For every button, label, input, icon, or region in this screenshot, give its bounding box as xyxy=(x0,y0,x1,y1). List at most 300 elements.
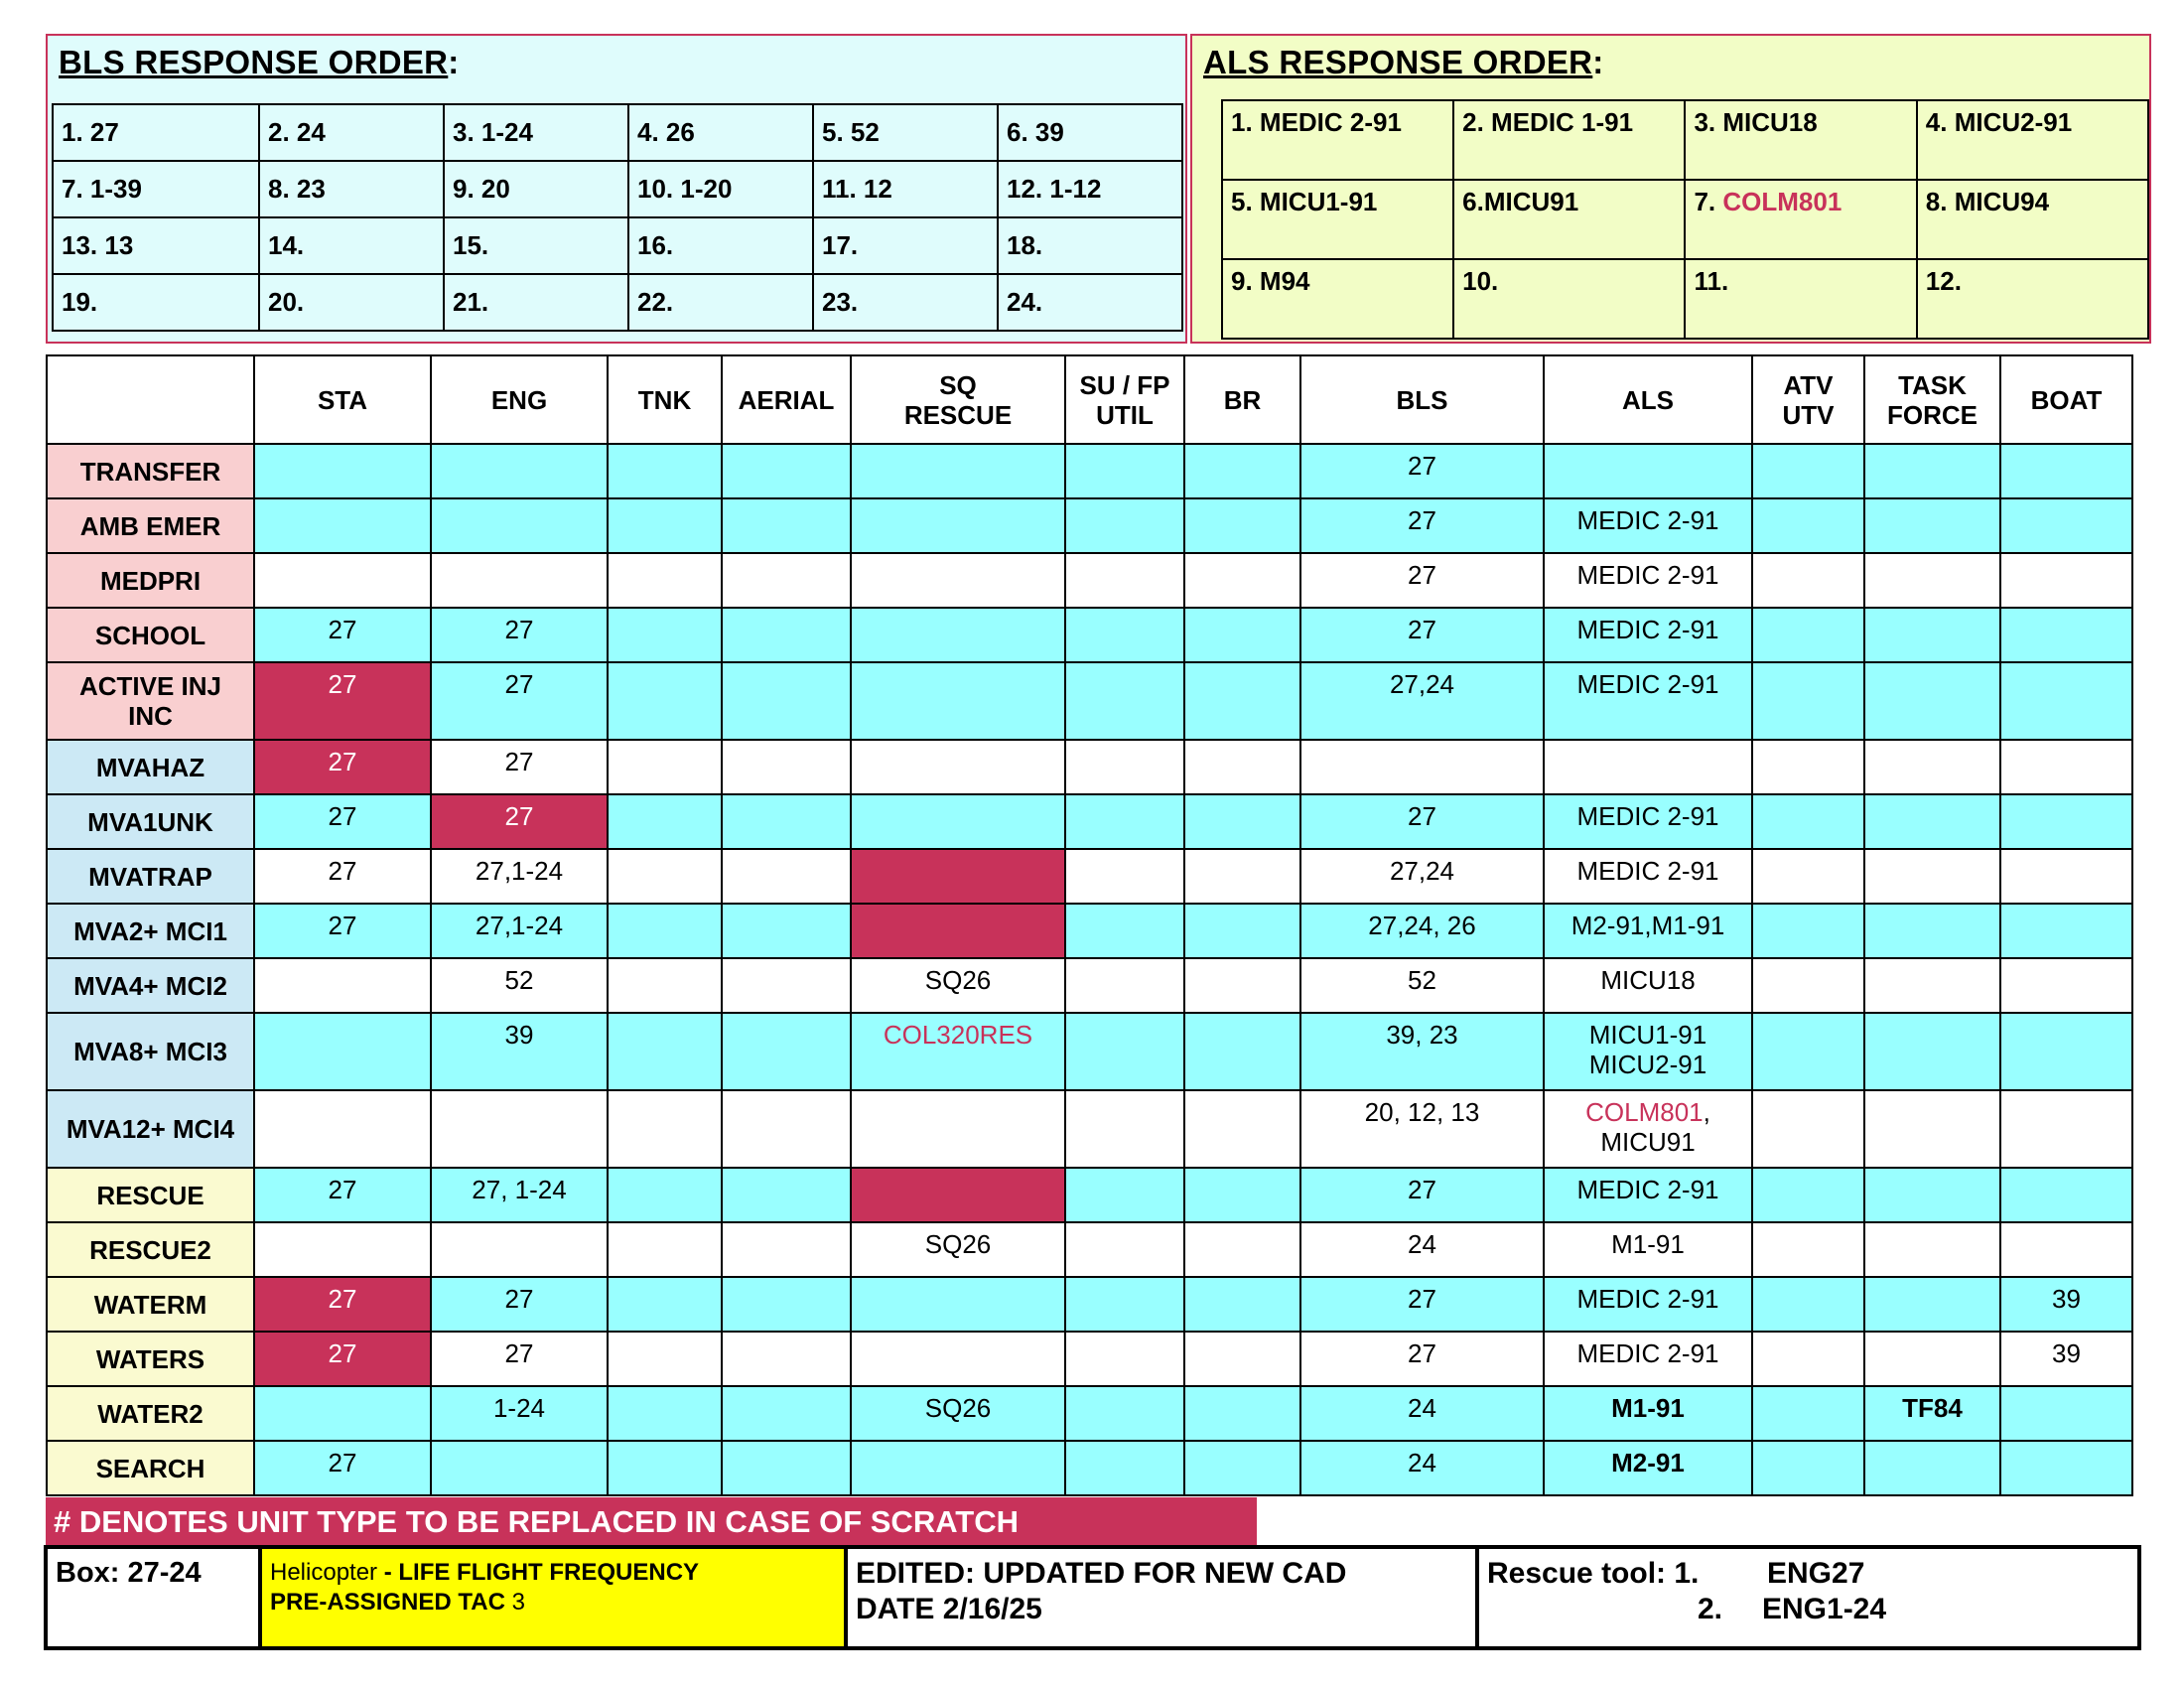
table-cell: 27 xyxy=(254,794,431,849)
table-cell xyxy=(851,740,1065,794)
table-cell xyxy=(722,553,851,608)
als-order-item xyxy=(1222,259,1453,339)
rescue-tool-num-2: 2. xyxy=(1698,1593,1723,1625)
table-cell xyxy=(1864,1277,2000,1332)
column-header: STA xyxy=(254,355,431,444)
call-type-label: MVA1UNK xyxy=(47,794,254,849)
table-cell xyxy=(722,662,851,740)
table-cell xyxy=(608,1332,722,1386)
table-cell xyxy=(1752,498,1864,553)
als-order-label: 7. xyxy=(1694,187,1723,216)
table-cell: 27 xyxy=(1300,608,1544,662)
table-cell xyxy=(1864,553,2000,608)
table-cell xyxy=(608,1013,722,1090)
table-cell xyxy=(1184,1441,1300,1495)
call-type-label: ACTIVE INJ INC xyxy=(47,662,254,740)
table-cell: 27 xyxy=(254,849,431,904)
bls-order-item: 11. 12 xyxy=(813,161,998,217)
table-cell: 27,24, 26 xyxy=(1300,904,1544,958)
table-cell xyxy=(254,498,431,553)
als-title: ALS RESPONSE ORDER: xyxy=(1203,44,1604,80)
table-cell xyxy=(1065,958,1184,1013)
bls-order-item: 18. xyxy=(998,217,1182,274)
table-row xyxy=(47,1222,2132,1277)
bls-order-item: 8. 23 xyxy=(259,161,444,217)
table-cell xyxy=(1184,1168,1300,1222)
call-type-label: MVATRAP xyxy=(47,849,254,904)
table-cell xyxy=(254,444,431,498)
table-cell xyxy=(1864,662,2000,740)
als-order-label: 1. MEDIC 2-91 xyxy=(1231,107,1402,137)
table-cell xyxy=(1864,1013,2000,1090)
table-cell: TF84 xyxy=(1864,1386,2000,1441)
table-cell xyxy=(431,1090,608,1168)
table-cell xyxy=(1184,794,1300,849)
als-order-item xyxy=(1917,259,2148,339)
table-row xyxy=(47,1013,2132,1090)
table-cell xyxy=(851,794,1065,849)
table-cell: 27,24 xyxy=(1300,662,1544,740)
edited-cell xyxy=(848,1549,1479,1646)
bls-order-item: 1. 27 xyxy=(53,104,259,161)
als-order-item xyxy=(1453,180,1685,259)
table-cell xyxy=(608,904,722,958)
bls-row xyxy=(53,274,1182,331)
helicopter-line: Helicopter - LIFE FLIGHT FREQUENCY xyxy=(270,1559,700,1586)
table-cell xyxy=(431,1441,608,1495)
table-cell: 24 xyxy=(1300,1386,1544,1441)
table-cell: MEDIC 2-91 xyxy=(1544,1277,1752,1332)
call-type-label: AMB EMER xyxy=(47,498,254,553)
rescue-tool-label: Rescue tool: 1. xyxy=(1487,1557,1700,1590)
table-row xyxy=(47,1441,2132,1495)
call-type-label: TRANSFER xyxy=(47,444,254,498)
column-header: BR xyxy=(1184,355,1300,444)
table-cell xyxy=(608,740,722,794)
table-row xyxy=(47,1386,2132,1441)
bls-order-item: 24. xyxy=(998,274,1182,331)
table-cell: MEDIC 2-91 xyxy=(1544,553,1752,608)
table-cell xyxy=(1544,740,1752,794)
table-cell: MICU18 xyxy=(1544,958,1752,1013)
als-order-label: 11. xyxy=(1694,266,1729,296)
table-cell xyxy=(851,1090,1065,1168)
table-cell xyxy=(1184,553,1300,608)
bls-order-item: 20. xyxy=(259,274,444,331)
table-cell: 27 xyxy=(254,1168,431,1222)
als-order-item xyxy=(1222,180,1453,259)
table-cell xyxy=(1864,608,2000,662)
table-cell xyxy=(608,849,722,904)
table-cell: 27 xyxy=(431,740,608,794)
table-row xyxy=(47,662,2132,740)
als-order-red-unit: COLM801 xyxy=(1722,187,1843,216)
table-cell xyxy=(1065,553,1184,608)
table-cell xyxy=(1065,1013,1184,1090)
table-cell: 39 xyxy=(2000,1277,2132,1332)
table-cell: SQ26 xyxy=(851,1386,1065,1441)
column-header: SQ RESCUE xyxy=(851,355,1065,444)
bls-order-item: 15. xyxy=(444,217,628,274)
table-cell xyxy=(851,444,1065,498)
column-header: BOAT xyxy=(2000,355,2132,444)
scratch-cell: 27 xyxy=(254,1277,431,1332)
table-cell xyxy=(851,1332,1065,1386)
table-cell xyxy=(851,498,1065,553)
call-type-label: WATERM xyxy=(47,1277,254,1332)
table-cell xyxy=(722,1013,851,1090)
call-type-label: MVAHAZ xyxy=(47,740,254,794)
table-cell xyxy=(1184,1386,1300,1441)
table-row xyxy=(47,608,2132,662)
table-cell: 39 xyxy=(2000,1332,2132,1386)
table-cell: 24 xyxy=(1300,1222,1544,1277)
table-cell xyxy=(1752,444,1864,498)
column-header: TNK xyxy=(608,355,722,444)
table-cell xyxy=(1864,740,2000,794)
table-cell xyxy=(851,608,1065,662)
table-cell: SQ26 xyxy=(851,958,1065,1013)
table-cell xyxy=(722,740,851,794)
table-cell xyxy=(1752,1332,1864,1386)
table-cell xyxy=(1065,794,1184,849)
table-cell xyxy=(1065,740,1184,794)
table-cell xyxy=(2000,904,2132,958)
table-cell xyxy=(1065,1222,1184,1277)
table-cell: 27,1-24 xyxy=(431,849,608,904)
scratch-cell: 27 xyxy=(254,1332,431,1386)
table-cell: 27 xyxy=(1300,1168,1544,1222)
table-cell xyxy=(851,1277,1065,1332)
table-cell: MEDIC 2-91 xyxy=(1544,608,1752,662)
als-order-label: 10. xyxy=(1462,266,1499,296)
scratch-cell xyxy=(851,1168,1065,1222)
table-cell: 27 xyxy=(1300,498,1544,553)
scratch-cell: 27 xyxy=(254,662,431,740)
table-cell xyxy=(254,553,431,608)
table-cell: MEDIC 2-91 xyxy=(1544,662,1752,740)
table-cell xyxy=(1065,1168,1184,1222)
table-row xyxy=(47,553,2132,608)
table-cell: MICU1-91 MICU2-91 xyxy=(1544,1013,1752,1090)
table-cell xyxy=(608,1222,722,1277)
bls-order-item: 3. 1-24 xyxy=(444,104,628,161)
table-cell xyxy=(2000,1013,2132,1090)
als-order-item xyxy=(1453,259,1685,339)
call-type-label: MEDPRI xyxy=(47,553,254,608)
column-header: ENG xyxy=(431,355,608,444)
table-cell xyxy=(1184,1277,1300,1332)
table-cell xyxy=(608,1090,722,1168)
table-cell xyxy=(1544,444,1752,498)
bls-order-item: 23. xyxy=(813,274,998,331)
table-cell xyxy=(1752,1386,1864,1441)
table-cell: 52 xyxy=(431,958,608,1013)
table-row xyxy=(47,1277,2132,1332)
table-cell xyxy=(608,1168,722,1222)
call-type-label: WATERS xyxy=(47,1332,254,1386)
scratch-legend-banner: # DENOTES UNIT TYPE TO BE REPLACED IN CASE OF SCRATCH xyxy=(46,1497,1257,1547)
table-cell: MEDIC 2-91 xyxy=(1544,794,1752,849)
table-cell xyxy=(2000,740,2132,794)
als-row xyxy=(1222,100,2148,180)
table-cell: 27 xyxy=(254,608,431,662)
table-cell xyxy=(1752,1222,1864,1277)
table-cell: 27 xyxy=(1300,794,1544,849)
table-cell xyxy=(1864,849,2000,904)
footer-info-bar xyxy=(44,1545,2141,1650)
table-cell: 27 xyxy=(431,1277,608,1332)
table-cell xyxy=(2000,1168,2132,1222)
helicopter-cell xyxy=(262,1549,848,1646)
column-header: BLS xyxy=(1300,355,1544,444)
table-cell: 27 xyxy=(431,608,608,662)
table-cell: M1-91 xyxy=(1544,1222,1752,1277)
table-cell xyxy=(1065,1090,1184,1168)
table-cell xyxy=(2000,958,2132,1013)
table-cell: MEDIC 2-91 xyxy=(1544,1332,1752,1386)
table-cell: 39 xyxy=(431,1013,608,1090)
table-cell xyxy=(2000,608,2132,662)
bls-order-item: 17. xyxy=(813,217,998,274)
box-number-cell xyxy=(48,1549,262,1646)
scratch-cell xyxy=(851,849,1065,904)
table-cell xyxy=(254,1090,431,1168)
als-order-label: 6.MICU91 xyxy=(1462,187,1579,216)
table-cell xyxy=(722,1386,851,1441)
table-cell xyxy=(1864,1090,2000,1168)
bls-order-item: 6. 39 xyxy=(998,104,1182,161)
bls-row xyxy=(53,161,1182,217)
table-cell: 27 xyxy=(254,1441,431,1495)
table-cell xyxy=(608,794,722,849)
call-type-label: MVA12+ MCI4 xyxy=(47,1090,254,1168)
bls-response-order-panel xyxy=(46,34,1187,344)
table-cell xyxy=(254,958,431,1013)
column-header: AERIAL xyxy=(722,355,851,444)
als-order-item xyxy=(1685,180,1916,259)
table-cell xyxy=(2000,498,2132,553)
table-cell xyxy=(1300,740,1544,794)
als-order-label: 9. M94 xyxy=(1231,266,1310,296)
bls-row xyxy=(53,104,1182,161)
als-order-item xyxy=(1917,180,2148,259)
table-cell xyxy=(851,1441,1065,1495)
header-corner xyxy=(47,355,254,444)
table-cell xyxy=(1752,553,1864,608)
table-cell xyxy=(1864,498,2000,553)
column-header: TASK FORCE xyxy=(1864,355,2000,444)
bls-order-item: 5. 52 xyxy=(813,104,998,161)
table-cell xyxy=(1864,1332,2000,1386)
als-order-item xyxy=(1222,100,1453,180)
rescue-tool-cell xyxy=(1479,1549,2137,1646)
als-order-label: 3. MICU18 xyxy=(1694,107,1818,137)
als-order-item xyxy=(1685,100,1916,180)
table-cell xyxy=(608,444,722,498)
table-cell xyxy=(1184,1013,1300,1090)
table-cell xyxy=(1184,904,1300,958)
table-cell xyxy=(1864,794,2000,849)
table-cell xyxy=(1184,1332,1300,1386)
table-cell xyxy=(1184,498,1300,553)
rescue-tool-1: ENG27 xyxy=(1767,1557,1865,1590)
table-cell xyxy=(722,1277,851,1332)
bls-order-item: 12. 1-12 xyxy=(998,161,1182,217)
table-cell xyxy=(851,553,1065,608)
table-cell xyxy=(1184,849,1300,904)
table-cell xyxy=(254,1222,431,1277)
table-cell: 27,24 xyxy=(1300,849,1544,904)
table-cell xyxy=(1065,849,1184,904)
table-cell: SQ26 xyxy=(851,1222,1065,1277)
table-cell xyxy=(722,444,851,498)
table-cell: 20, 12, 13 xyxy=(1300,1090,1544,1168)
table-cell xyxy=(1752,794,1864,849)
table-cell xyxy=(1065,904,1184,958)
table-row xyxy=(47,904,2132,958)
table-cell xyxy=(722,904,851,958)
column-header: ALS xyxy=(1544,355,1752,444)
als-unit: MICU91 xyxy=(1600,1127,1696,1157)
table-cell: 27 xyxy=(431,1332,608,1386)
bls-order-item: 7. 1-39 xyxy=(53,161,259,217)
table-cell: 27, 1-24 xyxy=(431,1168,608,1222)
bls-order-item: 4. 26 xyxy=(628,104,813,161)
table-cell xyxy=(431,498,608,553)
table-cell: MEDIC 2-91 xyxy=(1544,498,1752,553)
table-cell xyxy=(1864,904,2000,958)
matrix-header-row xyxy=(47,355,2132,444)
table-cell: 27 xyxy=(431,662,608,740)
bls-order-item: 22. xyxy=(628,274,813,331)
table-cell xyxy=(1864,444,2000,498)
call-type-label: WATER2 xyxy=(47,1386,254,1441)
table-cell xyxy=(1544,1090,1752,1168)
box-number: Box: 27-24 xyxy=(56,1557,202,1589)
table-row xyxy=(47,740,2132,794)
table-cell xyxy=(1184,1090,1300,1168)
table-row xyxy=(47,444,2132,498)
table-cell xyxy=(1752,608,1864,662)
table-row xyxy=(47,1090,2132,1168)
table-cell xyxy=(254,1386,431,1441)
table-cell xyxy=(1065,1386,1184,1441)
table-cell xyxy=(1065,662,1184,740)
table-cell: 27 xyxy=(254,904,431,958)
table-cell xyxy=(1752,1090,1864,1168)
table-cell xyxy=(722,849,851,904)
table-cell xyxy=(1752,1277,1864,1332)
call-type-label: MVA4+ MCI2 xyxy=(47,958,254,1013)
table-cell xyxy=(2000,849,2132,904)
bls-order-item: 13. 13 xyxy=(53,217,259,274)
table-cell xyxy=(1184,662,1300,740)
bls-order-item: 19. xyxy=(53,274,259,331)
table-cell xyxy=(2000,794,2132,849)
table-row xyxy=(47,1168,2132,1222)
bls-title: BLS RESPONSE ORDER: xyxy=(59,44,460,80)
column-header: ATV UTV xyxy=(1752,355,1864,444)
table-cell xyxy=(1065,1441,1184,1495)
als-order-label: 5. MICU1-91 xyxy=(1231,187,1378,216)
table-cell: 52 xyxy=(1300,958,1544,1013)
table-cell xyxy=(1864,958,2000,1013)
table-cell xyxy=(1752,740,1864,794)
table-cell xyxy=(722,958,851,1013)
table-cell: 27 xyxy=(1300,1332,1544,1386)
bls-order-item: 10. 1-20 xyxy=(628,161,813,217)
table-row xyxy=(47,1332,2132,1386)
table-row xyxy=(47,498,2132,553)
als-order-grid xyxy=(1221,99,2149,340)
table-cell xyxy=(722,1332,851,1386)
table-cell xyxy=(608,553,722,608)
table-cell xyxy=(2000,1222,2132,1277)
table-cell: 27 xyxy=(1300,553,1544,608)
table-cell: M1-91 xyxy=(1544,1386,1752,1441)
table-cell xyxy=(722,794,851,849)
table-cell xyxy=(722,608,851,662)
table-cell xyxy=(608,958,722,1013)
table-cell xyxy=(1752,849,1864,904)
table-cell xyxy=(608,662,722,740)
als-row xyxy=(1222,180,2148,259)
scratch-cell: 27 xyxy=(254,740,431,794)
call-type-label: MVA8+ MCI3 xyxy=(47,1013,254,1090)
als-row xyxy=(1222,259,2148,339)
table-cell xyxy=(722,1168,851,1222)
table-cell xyxy=(1752,662,1864,740)
table-cell xyxy=(1752,1013,1864,1090)
table-cell xyxy=(2000,662,2132,740)
als-order-item xyxy=(1453,100,1685,180)
table-cell xyxy=(1184,740,1300,794)
als-red-unit: COLM801 xyxy=(1585,1097,1704,1127)
table-cell: COL320RES xyxy=(851,1013,1065,1090)
table-cell xyxy=(851,662,1065,740)
table-cell xyxy=(1065,608,1184,662)
table-cell xyxy=(1752,1441,1864,1495)
table-cell xyxy=(1065,498,1184,553)
table-cell: 24 xyxy=(1300,1441,1544,1495)
table-cell: 27 xyxy=(1300,444,1544,498)
table-cell xyxy=(1184,958,1300,1013)
edited-note: EDITED: UPDATED FOR NEW CAD xyxy=(856,1557,1347,1590)
table-cell xyxy=(608,1386,722,1441)
rescue-tool-2: ENG1-24 xyxy=(1762,1593,1887,1625)
als-order-item xyxy=(1685,259,1916,339)
call-type-label: SCHOOL xyxy=(47,608,254,662)
als-order-label: 4. MICU2-91 xyxy=(1925,107,2073,137)
table-cell xyxy=(1184,1222,1300,1277)
table-cell xyxy=(1065,444,1184,498)
table-cell xyxy=(2000,1441,2132,1495)
scratch-cell xyxy=(851,904,1065,958)
table-cell: MEDIC 2-91 xyxy=(1544,849,1752,904)
table-cell xyxy=(608,608,722,662)
table-cell xyxy=(1065,1332,1184,1386)
table-cell xyxy=(1752,958,1864,1013)
call-type-label: SEARCH xyxy=(47,1441,254,1495)
als-response-order-panel xyxy=(1190,34,2151,344)
bls-order-item: 14. xyxy=(259,217,444,274)
table-row xyxy=(47,849,2132,904)
table-cell xyxy=(1864,1168,2000,1222)
table-cell: 39, 23 xyxy=(1300,1013,1544,1090)
bls-order-item: 16. xyxy=(628,217,813,274)
table-cell xyxy=(722,1090,851,1168)
